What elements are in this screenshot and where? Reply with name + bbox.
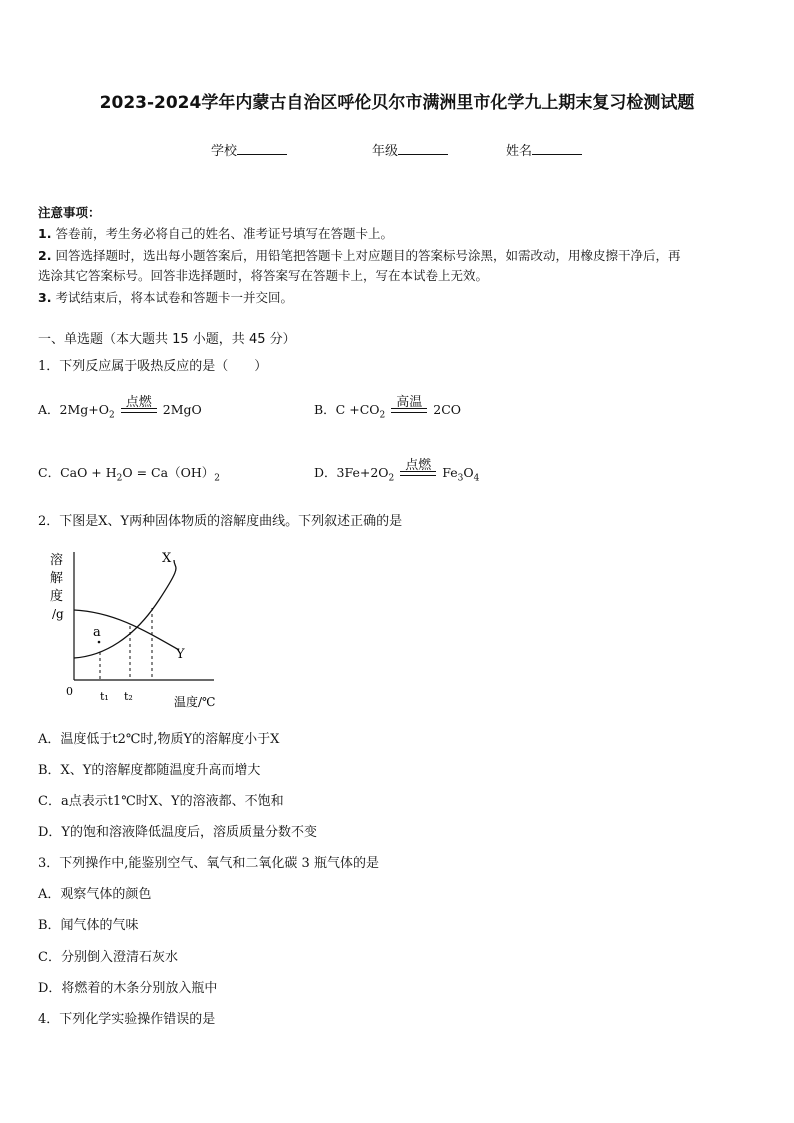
- q1-option-d: D．$3Fe+2O_2$ 点燃 $Fe_3O_4$: [314, 457, 480, 484]
- note-3: 3. 考试结束后，将本试卷和答题卡一并交回。: [38, 290, 293, 305]
- q3-option-a: A．观察气体的颜色: [38, 887, 152, 902]
- q3-option-d: D．将燃着的木条分别放入瓶中: [38, 981, 218, 996]
- note-2: 2. 回答选择题时，选出每小题答案后，用铅笔把答题卡上对应题目的答案标号涂黑，如需改动，用橡皮擦干净后，再: [38, 248, 681, 263]
- reaction-condition: 点燃: [121, 406, 157, 416]
- curve-y-label: Y: [176, 647, 185, 662]
- school-blank: [237, 142, 287, 155]
- q2-option-c: C．a点表示t1℃时X、Y的溶液都、不饱和: [38, 794, 284, 809]
- q2-option-b: B．X、Y的溶解度都随温度升高而增大: [38, 763, 261, 778]
- solubility-graph: [44, 548, 224, 713]
- q2-option-a: A．温度低于t2℃时,物质Y的溶解度小于X: [38, 732, 280, 747]
- curve-y: [74, 610, 179, 650]
- q1-option-a: A．$2Mg+O_2$ 点燃 2MgO: [38, 394, 202, 421]
- reaction-condition: 高温: [391, 406, 427, 416]
- t1-label: t₁: [100, 690, 109, 703]
- name-field: 姓名: [506, 140, 582, 159]
- grade-blank: [398, 142, 448, 155]
- y-axis-label-1: 溶: [50, 553, 64, 568]
- name-blank: [532, 142, 582, 155]
- page-title: 2023-2024学年内蒙古自治区呼伦贝尔市满洲里市化学九上期末复习检测试题: [99, 93, 695, 113]
- x-axis-label: 温度/℃: [174, 695, 216, 709]
- q3-option-c: C．分别倒入澄清石灰水: [38, 950, 178, 965]
- t2-label: t₂: [124, 690, 133, 703]
- curve-x-label: X: [162, 551, 172, 566]
- note-2-cont: 选涂其它答案标号。回答非选择题时，将答案写在答题卡上，写在本试卷上无效。: [38, 268, 489, 283]
- y-axis-label-2: 解: [50, 571, 64, 586]
- point-a: [98, 641, 101, 644]
- section-heading: 一、单选题（本大题共 15 小题，共 45 分）: [38, 332, 296, 347]
- origin-label: 0: [66, 685, 73, 698]
- school-field: 学校: [211, 140, 287, 159]
- q2-option-d: D．Y的饱和溶液降低温度后，溶质质量分数不变: [38, 825, 318, 840]
- reaction-condition: 点燃: [400, 469, 436, 479]
- note-1: 1. 答卷前，考生务必将自己的姓名、准考证号填写在答题卡上。: [38, 226, 393, 241]
- question-4-stem: 4．下列化学实验操作错误的是: [38, 1012, 216, 1027]
- q1-option-b: B．$C +CO_2$ 高温 2CO: [314, 394, 462, 421]
- grade-field: 年级: [372, 140, 448, 159]
- question-3-stem: 3．下列操作中,能鉴别空气、氧气和二氧化碳 3 瓶气体的是: [38, 856, 379, 871]
- q1-option-c: C．CaO + $H_2O = Ca(OH)_2$: [38, 465, 220, 484]
- y-axis-label-3: 度: [50, 589, 64, 604]
- q3-option-b: B．闻气体的气味: [38, 918, 139, 933]
- y-axis-label-4: /g: [52, 607, 64, 621]
- question-1-stem: 1．下列反应属于吸热反应的是（ ）: [38, 359, 268, 374]
- notes-heading: 注意事项：: [38, 205, 101, 220]
- question-2-stem: 2．下图是X、Y两种固体物质的溶解度曲线。下列叙述正确的是: [38, 514, 403, 529]
- point-a-label: a: [93, 625, 101, 640]
- curve-x: [74, 560, 176, 658]
